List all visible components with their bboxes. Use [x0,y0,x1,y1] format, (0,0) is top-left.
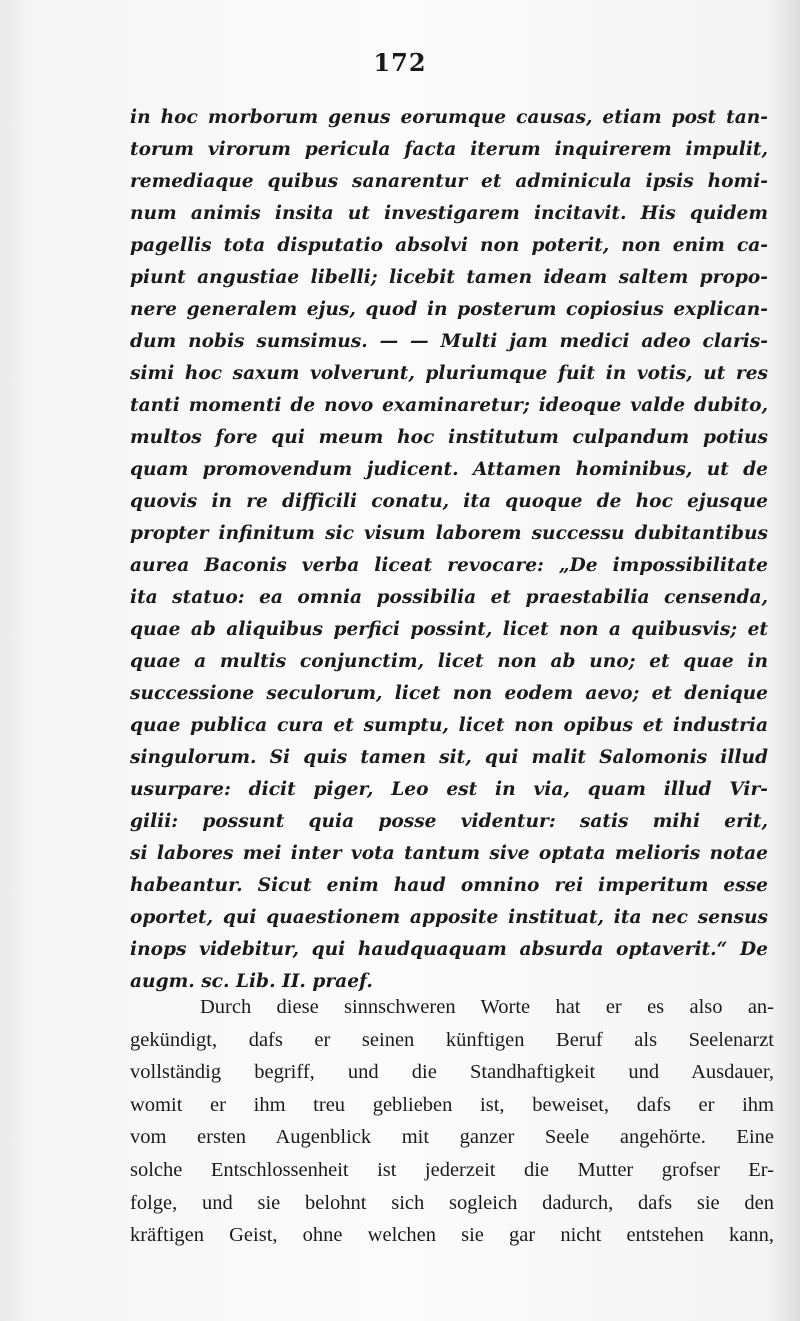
text-line: piunt angustiae libelli; licebit tamen ideam saltem propo- [130,267,768,288]
text-line: habeantur. Sicut enim haud omnino rei imperitum esse [130,875,768,896]
text-line: torum virorum pericula facta iterum inquirerem impulit, [130,139,768,160]
text-line: in hoc morborum genus eorumque causas, etiam post tan- [130,107,768,128]
text-line: ita statuo: ea omnia possibilia et praestabilia censenda, [130,587,768,608]
text-line: vollständig begriff, und die Standhaftigkeit und Ausdauer, [130,1061,774,1084]
text-line: quovis in re difficili conatu, ita quoque de hoc ejusque [130,491,768,512]
text-line: usurpare: dicit piger, Leo est in via, quam illud Vir- [130,779,768,800]
text-line: nere generalem ejus, quod in posterum copiosius explican- [130,299,768,320]
text-line: solche Entschlossenheit ist jederzeit die Mutter grofser Er- [130,1158,774,1181]
text-line: inops videbitur, qui haudquaquam absurda optaverit.“ De [130,939,768,960]
page-number: 172 [373,48,427,77]
text-line: num animis insita ut investigarem incitavit. His quidem [130,203,768,224]
latin-quotation-block [130,102,768,998]
text-line: remediaque quibus sanarentur et adminicula ipsis homi- [130,171,768,192]
text-line: quae ab aliquibus perfici possint, licet non a quibusvis; et [130,619,768,640]
text-line: gekündigt, dafs er seinen künftigen Beruf als Seelenarzt [130,1028,774,1051]
text-line: tanti momenti de novo examinaretur; ideoque valde dubito, [130,395,768,416]
text-line: kräftigen Geist, ohne welchen sie gar nicht entstehen kann, [130,1224,774,1247]
text-line: Durch diese sinnschweren Worte hat er es also an- [200,996,774,1018]
text-line: pagellis tota disputatio absolvi non poterit, non enim ca- [130,235,768,256]
text-line: singulorum. Si quis tamen sit, qui malit Salomonis illud [130,747,768,768]
text-line: successione seculorum, licet non eodem aevo; et denique [130,683,768,704]
text-line: propter infinitum sic visum laborem successu dubitantibus [130,523,768,544]
text-line: quae a multis conjunctim, licet non ab uno; et quae in [130,651,768,672]
text-line: folge, und sie belohnt sich sogleich dadurch, dafs sie den [130,1191,774,1214]
text-line: womit er ihm treu geblieben ist, beweiset, dafs er ihm [130,1093,774,1116]
german-paragraph [130,991,774,1252]
text-line: aurea Baconis verba liceat revocare: „De impossibilitate [130,555,768,576]
text-line: quae publica cura et sumptu, licet non opibus et industria [130,715,768,736]
text-line: simi hoc saxum volverunt, pluriumque fuit in votis, ut res [130,363,768,384]
text-line: gilii: possunt quia posse videntur: satis mihi erit, [130,811,768,832]
text-line: vom ersten Augenblick mit ganzer Seele angehörte. Eine [130,1126,774,1149]
text-line: dum nobis sumsimus. — — Multi jam medici adeo claris- [130,331,768,352]
text-line: multos fore qui meum hoc institutum culpandum potius [130,427,768,448]
text-line: si labores mei inter vota tantum sive optata melioris notae [130,843,768,864]
text-line: oportet, qui quaestionem apposite instituat, ita nec sensus [130,907,768,928]
text-line: quam promovendum judicent. Attamen hominibus, ut de [130,459,768,480]
text-line: augm. sc. Lib. II. praef. [130,971,373,992]
